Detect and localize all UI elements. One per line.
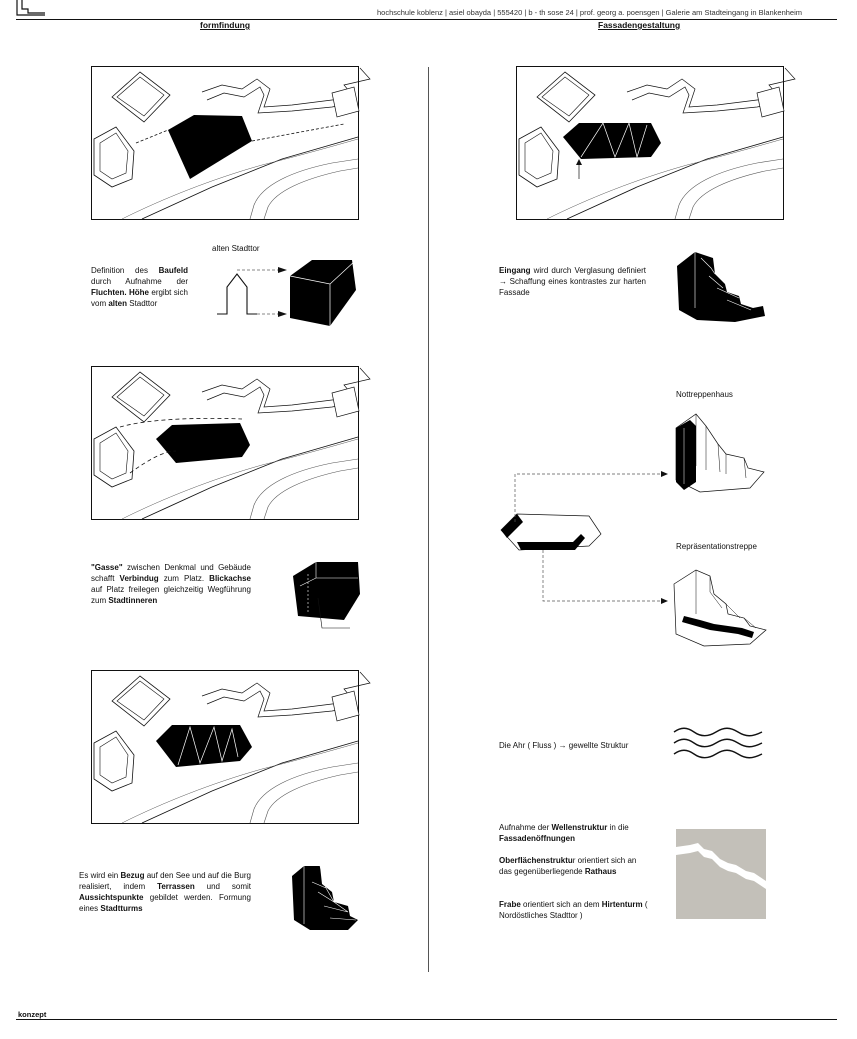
footer-label: konzept — [18, 1010, 47, 1019]
site-plan-gasse — [91, 366, 359, 520]
header-rule — [16, 19, 837, 20]
site-plan-terrassen — [91, 670, 359, 824]
site-plan-eingang — [516, 66, 784, 220]
repraesentationstreppe-label: Repräsentationstreppe — [676, 542, 757, 551]
left-section-title: formfindung — [200, 20, 251, 30]
text-gasse: "Gasse" zwischen Denkmal und Gebäude schafft Verbindug zum Platz. Blickachse auf Platz freilegen gleichzeitig Wegführung zum Stadtinneren — [91, 563, 251, 605]
stadttor-label: alten Stadttor — [212, 244, 260, 253]
nottreppenhaus-label: Nottreppenhaus — [676, 390, 733, 399]
header-info: hochschule koblenz | asiel obayda | 555420 | b - th sose 24 | prof. georg a. poensgen | Galerie am Stadteingang in Blankenheim — [377, 8, 803, 17]
text-farbe: Frabe orientiert sich an dem Hirtenturm ( Nordöstliches Stadttor ) — [499, 900, 648, 920]
facade-material-swatch — [676, 829, 766, 919]
terrassen-shape — [156, 725, 252, 767]
text-bezug: Es wird ein Bezug auf den See und auf die Burg realisiert, indem Terrassen und somit Aussichtspunkte gebildet werden. Formung eines Stadtturms — [79, 871, 251, 913]
gasse-shape — [156, 423, 250, 463]
diagram-grundriss-connector — [497, 466, 687, 606]
column-divider — [428, 67, 429, 972]
text-wellenstruktur: Aufnahme der Wellenstruktur in die Fassadenöffnungen — [499, 823, 629, 843]
diagram-repraesentationstreppe — [670, 562, 775, 650]
diagram-gasse-volume — [288, 558, 368, 633]
diagram-stadtturm — [290, 862, 365, 932]
diagram-stadttor-height — [212, 252, 362, 332]
logo-mark — [16, 0, 46, 16]
text-baufeld: Definition des Baufeld durch Aufnahme der Fluchten. Höhe ergibt sich vom alten Stadttor — [91, 266, 188, 308]
ahr-text: Die Ahr ( Fluss ) → gewellte Struktur — [499, 741, 629, 750]
text-oberflaeche: Oberflächenstruktur orientiert sich an das gegenüberliegende Rathaus — [499, 856, 637, 876]
text-eingang: Eingang wird durch Verglasung definiert → Schaffung eines kontrastes zur harten Fassade — [499, 266, 646, 297]
wave-structure-icon — [672, 726, 764, 760]
baufeld-shape — [168, 115, 252, 179]
diagram-eingang-volume — [675, 248, 775, 328]
footer-rule — [16, 1019, 837, 1020]
site-plan-baufeld — [91, 66, 359, 220]
right-section-title: Fassadengestaltung — [598, 20, 681, 30]
